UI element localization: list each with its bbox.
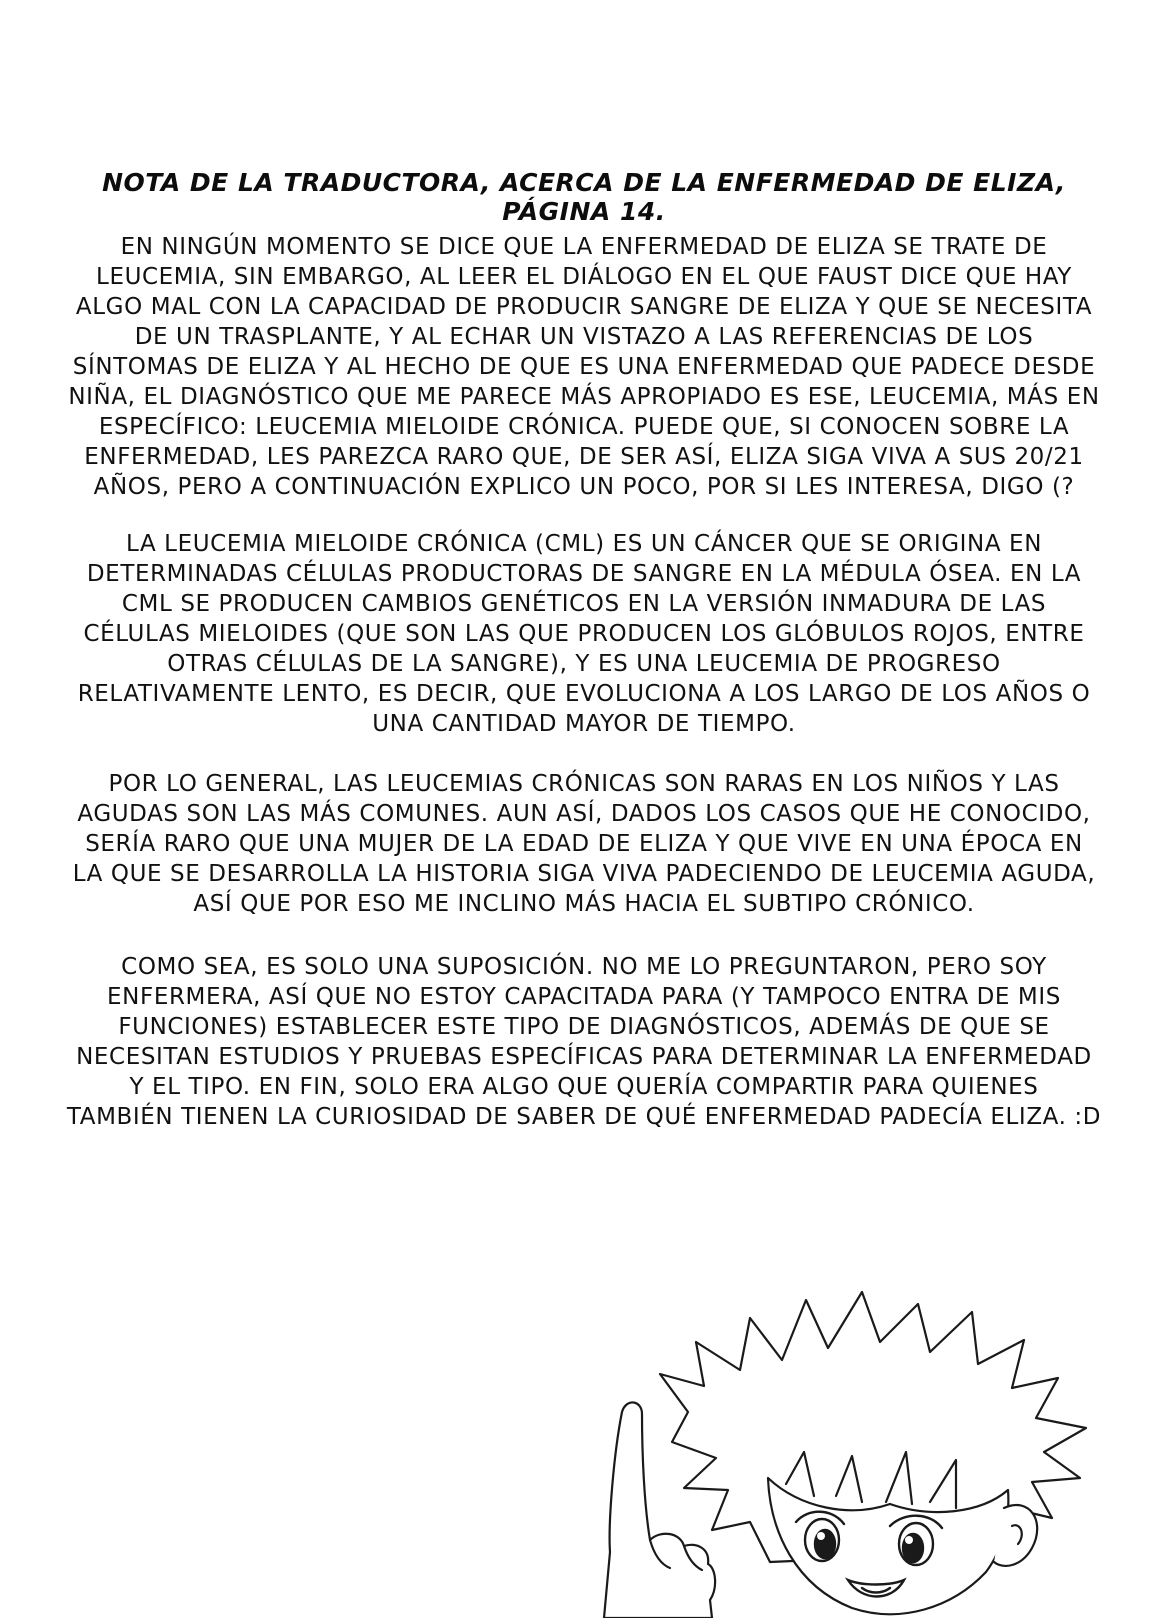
text-line: OTRAS CÉLULAS DE LA SANGRE), Y ES UNA LEUCEMIA DE PROGRESO [167, 651, 1001, 677]
text-line: RELATIVAMENTE LENTO, ES DECIR, QUE EVOLUCIONA A LOS LARGO DE LOS AÑOS O [77, 681, 1091, 707]
text-line: Y EL TIPO. EN FIN, SOLO ERA ALGO QUE QUERÍA COMPARTIR PARA QUIENES [129, 1074, 1039, 1100]
paragraph-cml-explanation [62, 529, 1106, 739]
paragraph-chronic-vs-acute [62, 769, 1106, 919]
text-line: ENFERMERA, ASÍ QUE NO ESTOY CAPACITADA PARA (Y TAMPOCO ENTRA DE MIS [107, 984, 1061, 1010]
text-line: FUNCIONES) ESTABLECER ESTE TIPO DE DIAGNÓSTICOS, ADEMÁS DE QUE SE [118, 1014, 1050, 1040]
text-line: COMO SEA, ES SOLO UNA SUPOSICIÓN. NO ME LO PREGUNTARON, PERO SOY [121, 954, 1047, 980]
text-line: NIÑA, EL DIAGNÓSTICO QUE ME PARECE MÁS APROPIADO ES ESE, LEUCEMIA, MÁS EN [68, 384, 1100, 410]
text-line: AÑOS, PERO A CONTINUACIÓN EXPLICO UN POCO, POR SI LES INTERESA, DIGO (? [93, 474, 1075, 500]
text-line: SERÍA RARO QUE UNA MUJER DE LA EDAD DE ELIZA Y QUE VIVE EN UNA ÉPOCA EN [85, 831, 1083, 857]
text-line: LEUCEMIA, SIN EMBARGO, AL LEER EL DIÁLOGO EN EL QUE FAUST DICE QUE HAY [96, 264, 1072, 290]
text-line: DE UN TRASPLANTE, Y AL ECHAR UN VISTAZO A LAS REFERENCIAS DE LOS [134, 324, 1034, 350]
text-line: ALGO MAL CON LA CAPACIDAD DE PRODUCIR SANGRE DE ELIZA Y QUE SE NECESITA [75, 294, 1093, 320]
text-line: ESPECÍFICO: LEUCEMIA MIELOIDE CRÓNICA. PUEDE QUE, SI CONOCEN SOBRE LA [98, 414, 1070, 440]
page-title: NOTA DE LA TRADUCTORA, ACERCA DE LA ENFERMEDAD DE ELIZA, PÁGINA 14. [102, 168, 1066, 226]
text-line: CML SE PRODUCEN CAMBIOS GENÉTICOS EN LA VERSIÓN INMADURA DE LAS [121, 591, 1047, 617]
text-line: AGUDAS SON LAS MÁS COMUNES. AUN ASÍ, DADOS LOS CASOS QUE HE CONOCIDO, [77, 801, 1091, 827]
text-line: CÉLULAS MIELOIDES (QUE SON LAS QUE PRODUCEN LOS GLÓBULOS ROJOS, ENTRE [83, 621, 1085, 647]
text-line: EN NINGÚN MOMENTO SE DICE QUE LA ENFERMEDAD DE ELIZA SE TRATE DE [120, 234, 1048, 260]
text-line: ENFERMEDAD, LES PAREZCA RARO QUE, DE SER ASÍ, ELIZA SIGA VIVA A SUS 20/21 [84, 444, 1084, 470]
text-line: SÍNTOMAS DE ELIZA Y AL HECHO DE QUE ES UNA ENFERMEDAD QUE PADECE DESDE [72, 354, 1096, 380]
text-line: DETERMINADAS CÉLULAS PRODUCTORAS DE SANGRE EN LA MÉDULA ÓSEA. EN LA [86, 561, 1082, 587]
text-line: POR LO GENERAL, LAS LEUCEMIAS CRÓNICAS SON RARAS EN LOS NIÑOS Y LAS [108, 771, 1060, 797]
spiky-haired-boy-pointing-icon [600, 1282, 1168, 1618]
text-line: NECESITAN ESTUDIOS Y PRUEBAS ESPECÍFICAS PARA DETERMINAR LA ENFERMEDAD [76, 1044, 1092, 1070]
paragraph-diagnosis-intro [62, 232, 1106, 502]
text-line: TAMBIÉN TIENEN LA CURIOSIDAD DE SABER DE QUÉ ENFERMEDAD PADECÍA ELIZA. :D [66, 1104, 1102, 1130]
text-line: LA QUE SE DESARROLLA LA HISTORIA SIGA VIVA PADECIENDO DE LEUCEMIA AGUDA, [72, 861, 1096, 887]
text-line: UNA CANTIDAD MAYOR DE TIEMPO. [372, 711, 796, 737]
paragraph-disclaimer [62, 952, 1106, 1132]
text-line: ASÍ QUE POR ESO ME INCLINO MÁS HACIA EL SUBTIPO CRÓNICO. [193, 891, 975, 917]
text-line: LA LEUCEMIA MIELOIDE CRÓNICA (CML) ES UN CÁNCER QUE SE ORIGINA EN [126, 531, 1042, 557]
